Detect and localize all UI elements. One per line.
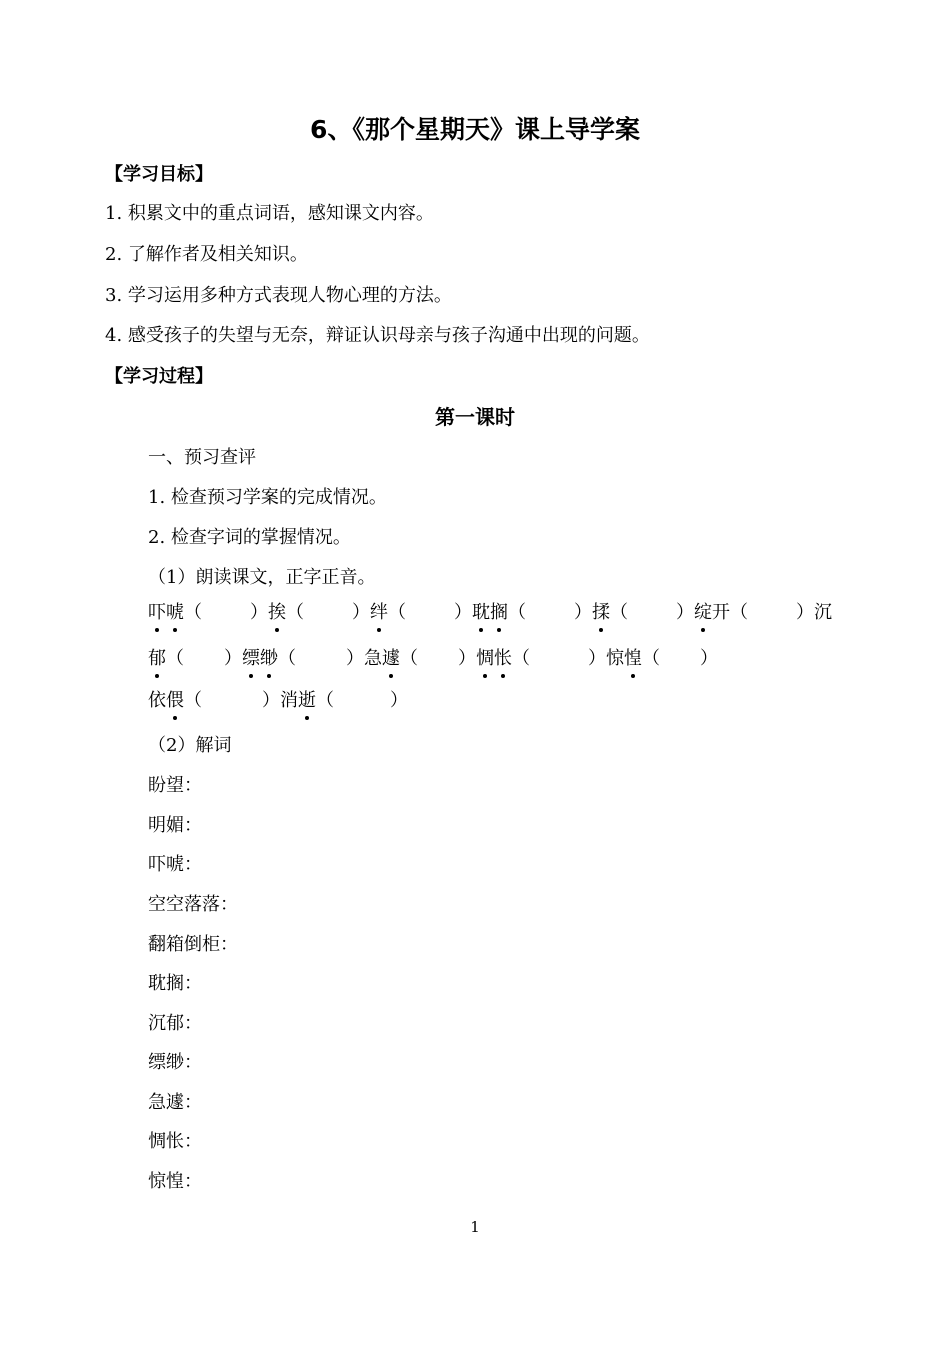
reading-heading: （1）朗读课文，正字正音。: [148, 567, 376, 588]
process-heading: 【学习过程】: [105, 366, 213, 387]
emphasis-dotted-char: 惆: [476, 644, 494, 670]
vocab-term: 空空落落：: [148, 894, 238, 915]
pinyin-row: [148, 598, 832, 624]
char: 依: [148, 690, 166, 711]
close-paren: ）: [390, 690, 408, 711]
close-paren: ）: [700, 648, 718, 669]
vocab-term: 沉郁：: [148, 1013, 202, 1034]
emphasis-dotted-char: 缥: [242, 644, 260, 670]
emphasis-dotted-char: 缈: [260, 644, 278, 670]
open-paren: （: [184, 690, 202, 711]
emphasis-dotted-char: 揉: [592, 598, 610, 624]
dotted-word: [268, 598, 286, 624]
dotted-word: [148, 598, 184, 624]
char: 消: [280, 690, 298, 711]
open-paren: （: [730, 602, 748, 623]
preview-item: 2. 检查字词的掌握情况。: [148, 527, 351, 548]
close-paren: ）: [262, 690, 280, 711]
open-paren: （: [184, 602, 202, 623]
preview-item: 1. 检查预习学案的完成情况。: [148, 487, 387, 508]
open-paren: （: [642, 648, 660, 669]
vocab-term: 惊惶：: [148, 1171, 202, 1192]
pinyin-row: [148, 686, 408, 712]
page-number: 1: [470, 1218, 480, 1236]
dotted-word: [694, 598, 730, 624]
open-paren: （: [278, 648, 296, 669]
emphasis-dotted-char: 遽: [382, 644, 400, 670]
emphasis-dotted-char: 绊: [370, 598, 388, 624]
vocab-heading: （2）解词: [148, 735, 232, 756]
close-paren: ）: [346, 648, 364, 669]
close-paren: ）: [676, 602, 694, 623]
goal-item: 1. 积累文中的重点词语，感知课文内容。: [105, 203, 434, 224]
emphasis-dotted-char: 唬: [166, 598, 184, 624]
emphasis-dotted-char: 挨: [268, 598, 286, 624]
emphasis-dotted-char: 吓: [148, 598, 166, 624]
dotted-word: [242, 644, 278, 670]
document-title: 6、《那个星期天》课上导学案: [310, 115, 640, 144]
emphasis-dotted-char: 惶: [624, 644, 642, 670]
vocab-term: 盼望：: [148, 775, 202, 796]
open-paren: （: [400, 648, 418, 669]
dotted-word: [280, 686, 316, 712]
dotted-word: [370, 598, 388, 624]
open-paren: （: [286, 602, 304, 623]
emphasis-dotted-char: 搁: [490, 598, 508, 624]
char: 沉: [814, 602, 832, 623]
vocab-term: 耽搁：: [148, 973, 202, 994]
close-paren: ）: [458, 648, 476, 669]
emphasis-dotted-char: 绽: [694, 598, 712, 624]
open-paren: （: [508, 602, 526, 623]
dotted-word: [476, 644, 512, 670]
vocab-term: 缥缈：: [148, 1052, 202, 1073]
emphasis-dotted-char: 耽: [472, 598, 490, 624]
open-paren: （: [512, 648, 530, 669]
vocab-term: 吓唬：: [148, 854, 202, 875]
close-paren: ）: [588, 648, 606, 669]
open-paren: （: [610, 602, 628, 623]
dotted-word: [472, 598, 508, 624]
vocab-term: 翻箱倒柜：: [148, 934, 238, 955]
vocab-term: 惆怅：: [148, 1131, 202, 1152]
close-paren: ）: [250, 602, 268, 623]
vocab-term: 急遽：: [148, 1092, 202, 1113]
emphasis-dotted-char: 怅: [494, 644, 512, 670]
char: 惊: [606, 648, 624, 669]
dotted-word: [592, 598, 610, 624]
preview-heading: 一、预习查评: [148, 447, 256, 468]
pinyin-row: [148, 644, 718, 670]
emphasis-dotted-char: 偎: [166, 686, 184, 712]
dotted-word: [364, 644, 400, 670]
dotted-word: [148, 686, 184, 712]
close-paren: ）: [454, 602, 472, 623]
emphasis-dotted-char: 逝: [298, 686, 316, 712]
close-paren: ）: [352, 602, 370, 623]
char: 急: [364, 648, 382, 669]
close-paren: ）: [796, 602, 814, 623]
goal-item: 3. 学习运用多种方式表现人物心理的方法。: [105, 285, 452, 306]
emphasis-dotted-char: 郁: [148, 644, 166, 670]
vocab-term: 明媚：: [148, 815, 202, 836]
goal-item: 4. 感受孩子的失望与无奈，辩证认识母亲与孩子沟通中出现的问题。: [105, 325, 650, 346]
close-paren: ）: [574, 602, 592, 623]
goals-heading: 【学习目标】: [105, 164, 213, 185]
goal-item: 2. 了解作者及相关知识。: [105, 244, 308, 265]
open-paren: （: [166, 648, 184, 669]
char: 开: [712, 602, 730, 623]
open-paren: （: [388, 602, 406, 623]
dotted-word: [814, 598, 832, 624]
open-paren: （: [316, 690, 334, 711]
lesson-title: 第一课时: [435, 405, 515, 429]
dotted-word: [606, 644, 642, 670]
dotted-word: [148, 644, 166, 670]
close-paren: ）: [224, 648, 242, 669]
